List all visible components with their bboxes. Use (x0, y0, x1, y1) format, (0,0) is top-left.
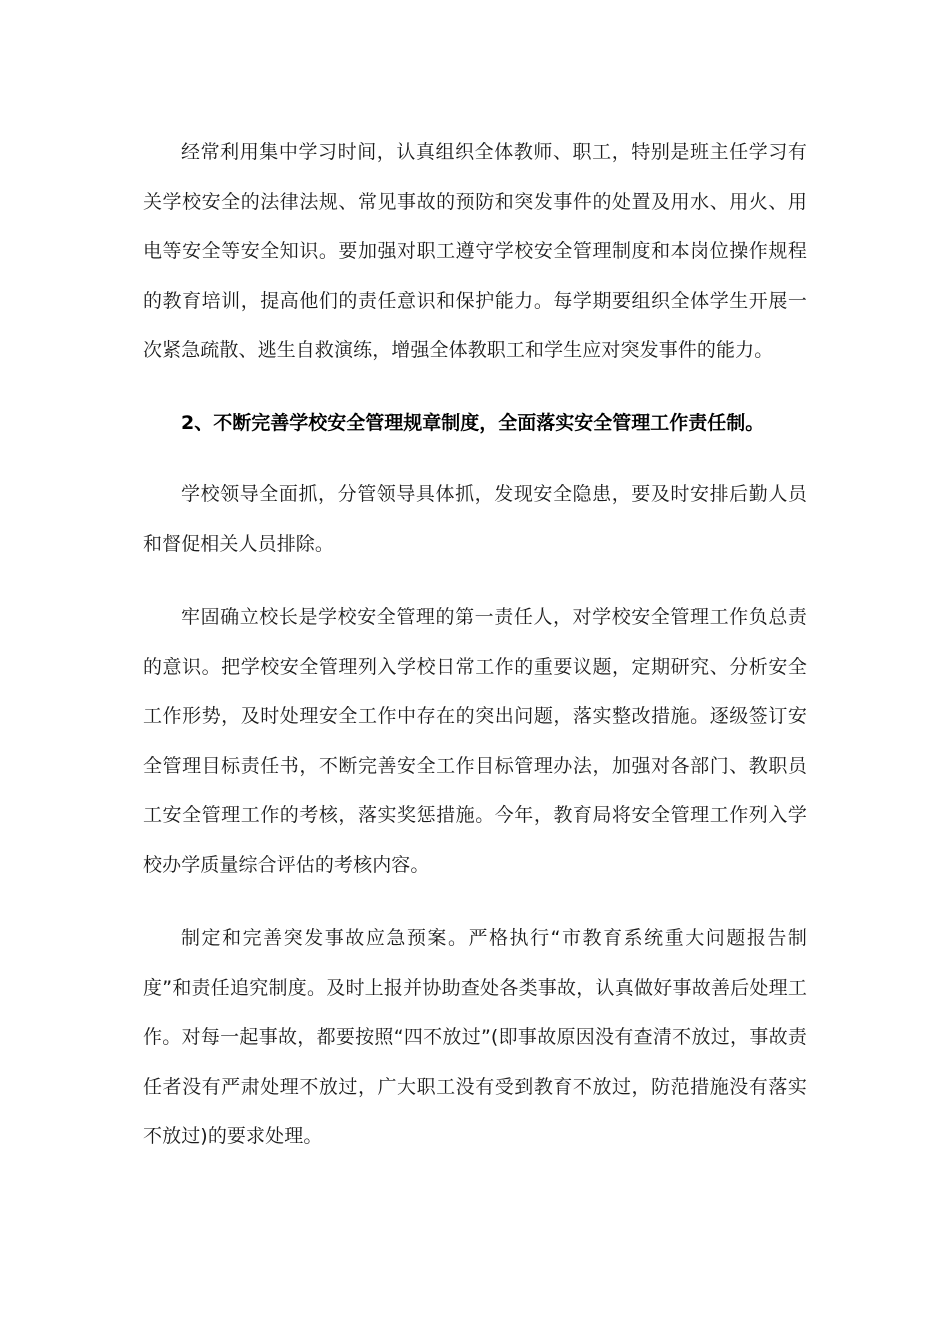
paragraph-principal-responsibility: 牢固确立校长是学校安全管理的第一责任人，对学校安全管理工作负总责的意识。把学校安全管理列入学校日常工作的重要议题，定期研究、分析安全工作形势，及时处理安全工作中存在的突出问题，落实整改措施。逐级签订安全管理目标责任书，不断完善安全工作目标管理办法，加强对各部门、教职员工安全管理工作的考核，落实奖惩措施。今年，教育局将安全管理工作列入学校办学质量综合评估的考核内容。 (143, 606, 807, 876)
section-heading-2: 2、不断完善学校安全管理规章制度，全面落实安全管理工作责任制。 (181, 412, 765, 434)
paragraph-leadership: 学校领导全面抓，分管领导具体抓，发现安全隐患，要及时安排后勤人员和督促相关人员排除。 (143, 483, 807, 555)
paragraph-safety-training: 经常利用集中学习时间，认真组织全体教师、职工，特别是班主任学习有关学校安全的法律法规、常见事故的预防和突发事件的处置及用水、用火、用电等安全等安全知识。要加强对职工遵守学校安全管理制度和本岗位操作规程的教育培训，提高他们的责任意识和保护能力。每学期要组织全体学生开展一次紧急疏散、逃生自救演练，增强全体教职工和学生应对突发事件的能力。 (143, 141, 807, 361)
paragraph-emergency-plan: 制定和完善突发事故应急预案。严格执行“市教育系统重大问题报告制度”和责任追究制度。及时上报并协助查处各类事故，认真做好事故善后处理工作。对每一起事故，都要按照“四不放过”(即事故原因没有查清不放过，事故责任者没有严肃处理不放过，广大职工没有受到教育不放过，防范措施没有落实不放过)的要求处理。 (143, 927, 807, 1147)
